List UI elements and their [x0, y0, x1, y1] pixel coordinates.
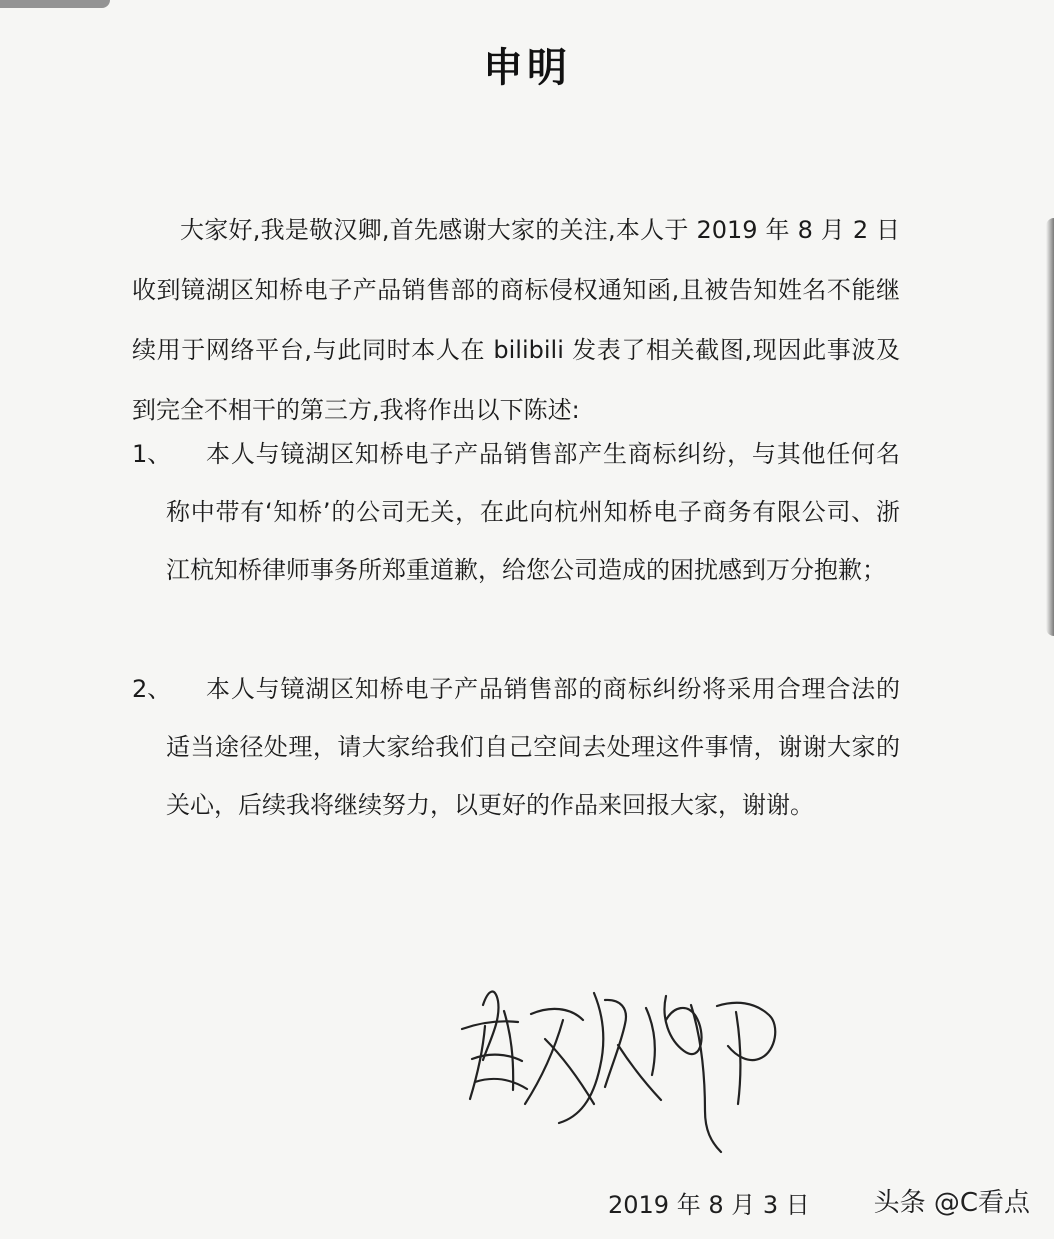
handwritten-signature [455, 972, 785, 1157]
statement-item-number: 1、 [132, 440, 172, 468]
statement-item-1 [132, 425, 900, 599]
scan-edge-shadow [1046, 218, 1054, 636]
document-title: 申明 [483, 45, 571, 91]
statement-date: 2019 年 8 月 3 日 [608, 1191, 810, 1219]
scan-corner-shadow [0, 0, 110, 8]
platform-watermark: 头条 @C看点 [873, 1188, 1030, 1218]
intro-paragraph: 大家好,我是敬汉卿,首先感谢大家的关注,本人于 2019 年 8 月 2 日收到镜湖区知桥电子产品销售部的商标侵权通知函,且被告知姓名不能继续用于网络平台,与此同时本人在 bilibili 发表了相关截图,现因此事波及到完全不相干的第三方,我将作出以下陈述: [132, 216, 900, 424]
statement-item-text: 本人与镜湖区知桥电子产品销售部产生商标纠纷，与其他任何名称中带有‘知桥’的公司无关，在此向杭州知桥电子商务有限公司、浙江杭知桥律师事务所郑重道歉，给您公司造成的困扰感到万分抱歉； [166, 440, 900, 584]
statement-item-text: 本人与镜湖区知桥电子产品销售部的商标纠纷将采用合理合法的适当途径处理，请大家给我们自己空间去处理这件事情，谢谢大家的关心，后续我将继续努力，以更好的作品来回报大家，谢谢。 [166, 675, 900, 819]
statement-item-2 [132, 660, 900, 834]
statement-item-number: 2、 [132, 675, 172, 703]
